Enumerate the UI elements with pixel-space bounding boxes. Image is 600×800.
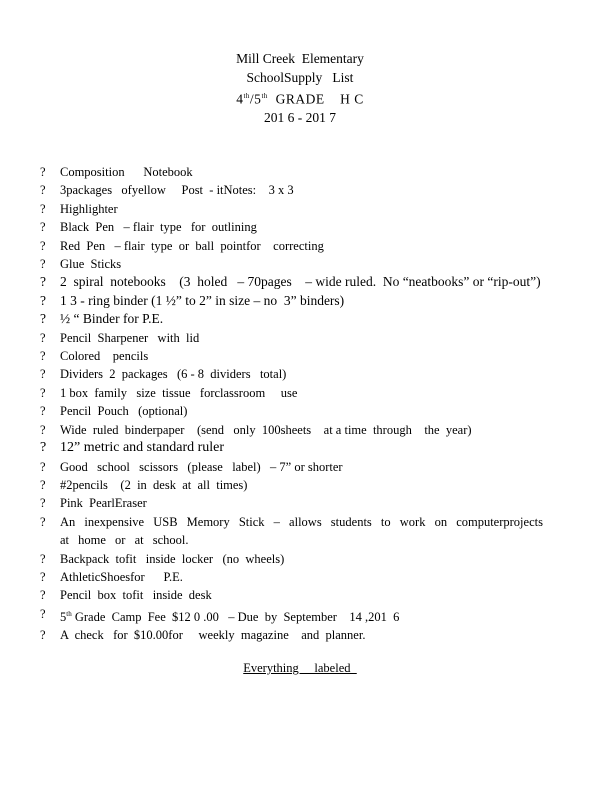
bullet-glyph: ? (40, 477, 46, 492)
list-item (40, 494, 560, 512)
list-item-text: Pencil box tofit inside desk (60, 588, 212, 603)
list-item (40, 181, 560, 199)
list-item (40, 458, 560, 476)
list-item (40, 384, 560, 402)
list-item-text: 12” metric and standard ruler (60, 440, 225, 456)
supply-list (40, 163, 560, 645)
list-item-text: Composition Notebook (60, 165, 193, 179)
list-item-text: Black Pen – flair type for outlining (60, 220, 257, 235)
grade-four-suffix: th (243, 92, 250, 100)
list-item (40, 365, 560, 383)
bullet-glyph: ? (40, 349, 46, 364)
footer-note (0, 661, 600, 676)
camp-fee-grade: 5 (60, 609, 67, 624)
list-item-text: Colored pencils (60, 349, 149, 364)
list-item-text: Glue Sticks (60, 257, 122, 272)
list-item (40, 586, 560, 604)
bullet-glyph: ? (40, 440, 47, 456)
bullet-glyph: ? (40, 330, 46, 345)
grade-four: 4 (236, 91, 244, 107)
list-item-text: A check for $10.00for weekly magazine and planner. (60, 628, 366, 643)
list-item (40, 347, 560, 365)
bullet-glyph: ? (40, 459, 46, 474)
bullet-glyph: ? (40, 165, 46, 179)
school-name: Mill Creek Elementary (236, 51, 364, 66)
bullet-glyph: ? (40, 220, 46, 235)
bullet-glyph: ? (40, 238, 46, 253)
bullet-glyph: ? (40, 514, 46, 529)
list-item (40, 421, 560, 439)
list-item-text: Backpack tofit inside locker (no wheels) (60, 551, 285, 566)
list-item (40, 476, 560, 494)
list-item (40, 402, 560, 420)
bullet-glyph: ? (40, 588, 46, 603)
list-item (40, 329, 560, 347)
list-item-text: An inexpensive USB Memory Stick – allows students to work on computerprojects at home or at school. (60, 514, 543, 548)
grade-five-suffix: th (261, 92, 268, 100)
list-item-text: ½ “ Binder for P.E. (60, 311, 164, 327)
school-year: 201 6 - 201 7 (264, 110, 336, 125)
list-item-text: AthleticShoesfor P.E. (60, 569, 183, 584)
list-item (40, 273, 560, 291)
bullet-glyph: ? (40, 311, 46, 327)
list-item-text: Dividers 2 packages (6 - 8 dividers total) (60, 367, 287, 382)
list-item-text: 1 3 - ring binder (1 ½” to 2” in size – no 3” binders) (60, 292, 345, 308)
bullet-glyph: ? (40, 257, 46, 272)
list-item (40, 218, 560, 236)
bullet-glyph: ? (40, 274, 46, 290)
bullet-glyph: ? (40, 201, 46, 216)
grade-five: /5 (249, 91, 262, 107)
list-item-text: Pencil Pouch (optional) (60, 404, 188, 419)
list-item (40, 439, 560, 457)
bullet-glyph: ? (40, 183, 46, 198)
list-item-text: Highlighter (60, 201, 118, 216)
list-item (40, 568, 560, 586)
list-item (40, 626, 560, 644)
bullet-glyph: ? (40, 292, 46, 308)
list-item-text: 3packages ofyellow Post - itNotes: 3 x 3 (60, 183, 294, 198)
list-item-text: Wide ruled binderpaper (send only 100sheets at a time through the year) (60, 422, 472, 437)
list-item (40, 550, 560, 568)
list-item-text: Pencil Sharpener with lid (60, 330, 200, 345)
bullet-glyph: ? (40, 385, 46, 400)
list-item (40, 163, 560, 181)
document-header (0, 50, 600, 128)
list-item (40, 292, 560, 310)
bullet-glyph: ? (40, 367, 46, 382)
list-item (40, 200, 560, 218)
bullet-glyph: ? (40, 496, 46, 511)
bullet-glyph: ? (40, 422, 46, 437)
list-item-text: 2 spiral notebooks (3 holed – 70pages – wide ruled. No “neatbooks” or “rip-out”) (60, 274, 541, 290)
list-item-text: Red Pen – flair type or ball pointfor correcting (60, 238, 324, 253)
camp-fee-grade-suffix: th (66, 609, 72, 618)
list-item-text: 1 box family size tissue forclassroom use (60, 385, 298, 400)
bullet-glyph: ? (40, 404, 46, 419)
list-item-text: Grade Camp Fee $12 0 .00 – Due by September 14 ,201 6 (71, 609, 400, 624)
list-item-text: Good school scissors (please label) – 7” or shorter (60, 459, 343, 474)
bullet-glyph: ? (40, 551, 46, 566)
grade-line (0, 87, 600, 109)
everything-labeled-text: Everything labeled (243, 661, 357, 675)
list-item (40, 255, 560, 273)
list-title: SchoolSupply List (246, 69, 354, 85)
list-item (40, 237, 560, 255)
list-item-text: #2pencils (2 in desk at all times) (60, 477, 248, 492)
list-item (40, 310, 560, 328)
bullet-glyph: ? (40, 569, 46, 584)
bullet-glyph: ? (40, 628, 46, 643)
list-item (40, 513, 560, 550)
list-item-text: Pink PearlEraser (60, 496, 147, 511)
bullet-glyph: ? (40, 606, 46, 621)
list-item (40, 605, 560, 627)
grade-label: GRADE H C (267, 91, 364, 107)
